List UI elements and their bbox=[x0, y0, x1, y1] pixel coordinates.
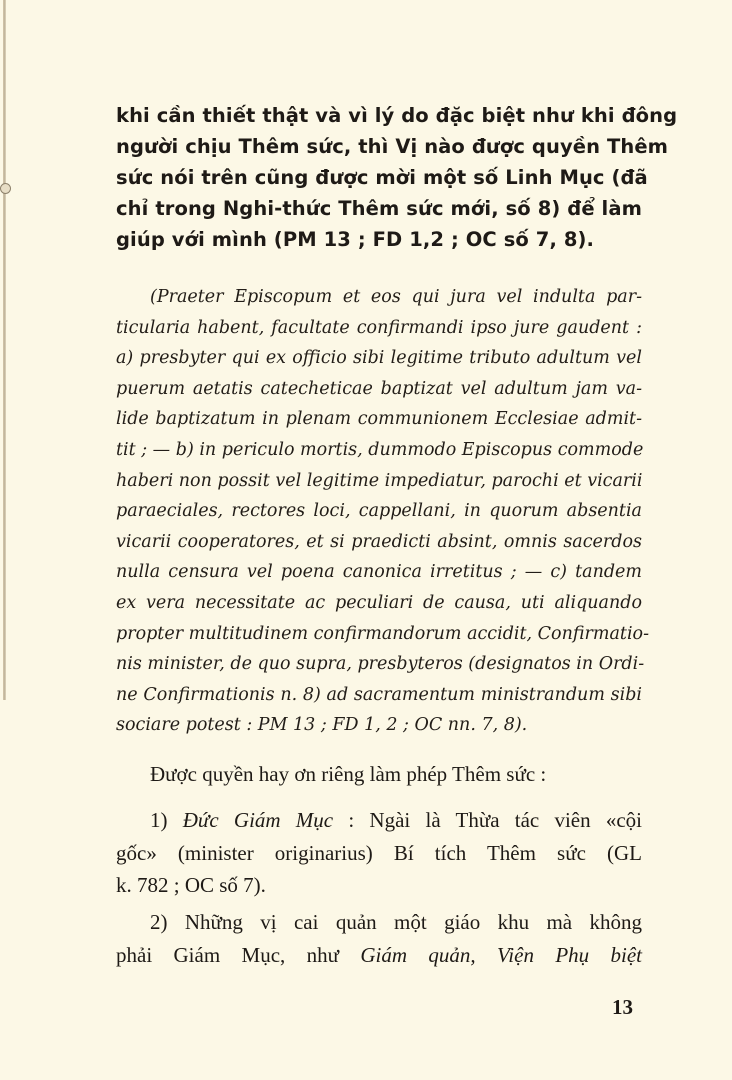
latin-line: nulla censura vel poena canonica irretitus ; — c) tandem bbox=[116, 562, 642, 583]
item-italic-text: Giám quản, Viện Phụ biệt bbox=[360, 942, 642, 967]
binding-mark bbox=[0, 183, 11, 194]
item-title: Đức Giám Mục bbox=[182, 808, 334, 832]
text-line: giúp với mình (PM 13 ; FD 1,2 ; OC số 7, 8). bbox=[116, 228, 595, 251]
latin-line: ticularia habent, facultate confirmandi ipso jure gaudent : bbox=[116, 317, 642, 338]
latin-line: ex vera necessitate ac peculiari de causa, uti aliquando bbox=[116, 592, 642, 613]
list-item-1 bbox=[116, 804, 642, 902]
latin-line: puerum aetatis catecheticae baptizat vel adultum jam va- bbox=[116, 378, 642, 399]
item-text: Những vị cai quản một giáo khu mà không bbox=[167, 910, 642, 934]
list-item-2 bbox=[116, 906, 642, 971]
item-1-line-3: k. 782 ; OC số 7). bbox=[116, 873, 266, 897]
latin-line: (Praeter Episcopum et eos qui jura vel indulta par- bbox=[150, 287, 642, 307]
latin-line: tit ; — b) in periculo mortis, dummodo Episcopus commode bbox=[116, 439, 644, 460]
opening-paragraph bbox=[116, 100, 678, 255]
item-number: 2) bbox=[150, 910, 168, 934]
latin-line: sociare potest : PM 13 ; FD 1, 2 ; OC nn. 7, 8). bbox=[116, 715, 528, 736]
text-line: người chịu Thêm sức, thì Vị nào được quyền Thêm bbox=[116, 135, 669, 158]
latin-line: paraeciales, rectores loci, cappellani, in quorum absentia bbox=[116, 501, 642, 522]
latin-note bbox=[116, 282, 650, 741]
item-2-line-1 bbox=[116, 906, 642, 939]
section-heading bbox=[116, 758, 642, 791]
text-line: khi cần thiết thật và vì lý do đặc biệt như khi đông bbox=[116, 104, 678, 127]
item-text: phải Giám Mục, như bbox=[116, 942, 361, 967]
book-binding-edge bbox=[3, 0, 6, 700]
latin-line: nis minister, de quo supra, presbyteros (designatos in Ordi- bbox=[116, 654, 645, 675]
item-1-line-1 bbox=[116, 804, 642, 837]
item-text: : Ngài là Thừa tác viên «cội bbox=[333, 808, 643, 832]
item-2-line-2 bbox=[116, 939, 642, 972]
latin-line: propter multitudinem confirmandorum accidit, Confirmatio- bbox=[116, 623, 650, 644]
vietnamese-sans-paragraph bbox=[116, 100, 678, 255]
page-number: 13 bbox=[612, 995, 633, 1019]
latin-line: ne Confirmationis n. 8) ad sacramentum ministrandum sibi bbox=[116, 684, 642, 705]
latin-line: lide baptizatum in plenam communionem Ecclesiae admit- bbox=[116, 409, 642, 430]
latin-line: vicarii cooperatores, et si praedicti absint, omnis sacerdos bbox=[116, 531, 642, 552]
heading-line: Được quyền hay ơn riêng làm phép Thêm sức : bbox=[150, 762, 547, 786]
item-1-line-2: gốc» (minister originarius) Bí tích Thêm sức (GL bbox=[116, 840, 642, 865]
text-line: chỉ trong Nghi-thức Thêm sức mới, số 8) để làm bbox=[116, 197, 642, 220]
latin-line: haberi non possit vel legitime impediatur, parochi et vicarii bbox=[116, 470, 643, 491]
item-number: 1) bbox=[150, 808, 168, 832]
latin-line: a) presbyter qui ex officio sibi legitime tributo adultum vel bbox=[116, 348, 642, 369]
text-line: sức nói trên cũng được mời một số Linh Mục (đã bbox=[116, 166, 648, 189]
